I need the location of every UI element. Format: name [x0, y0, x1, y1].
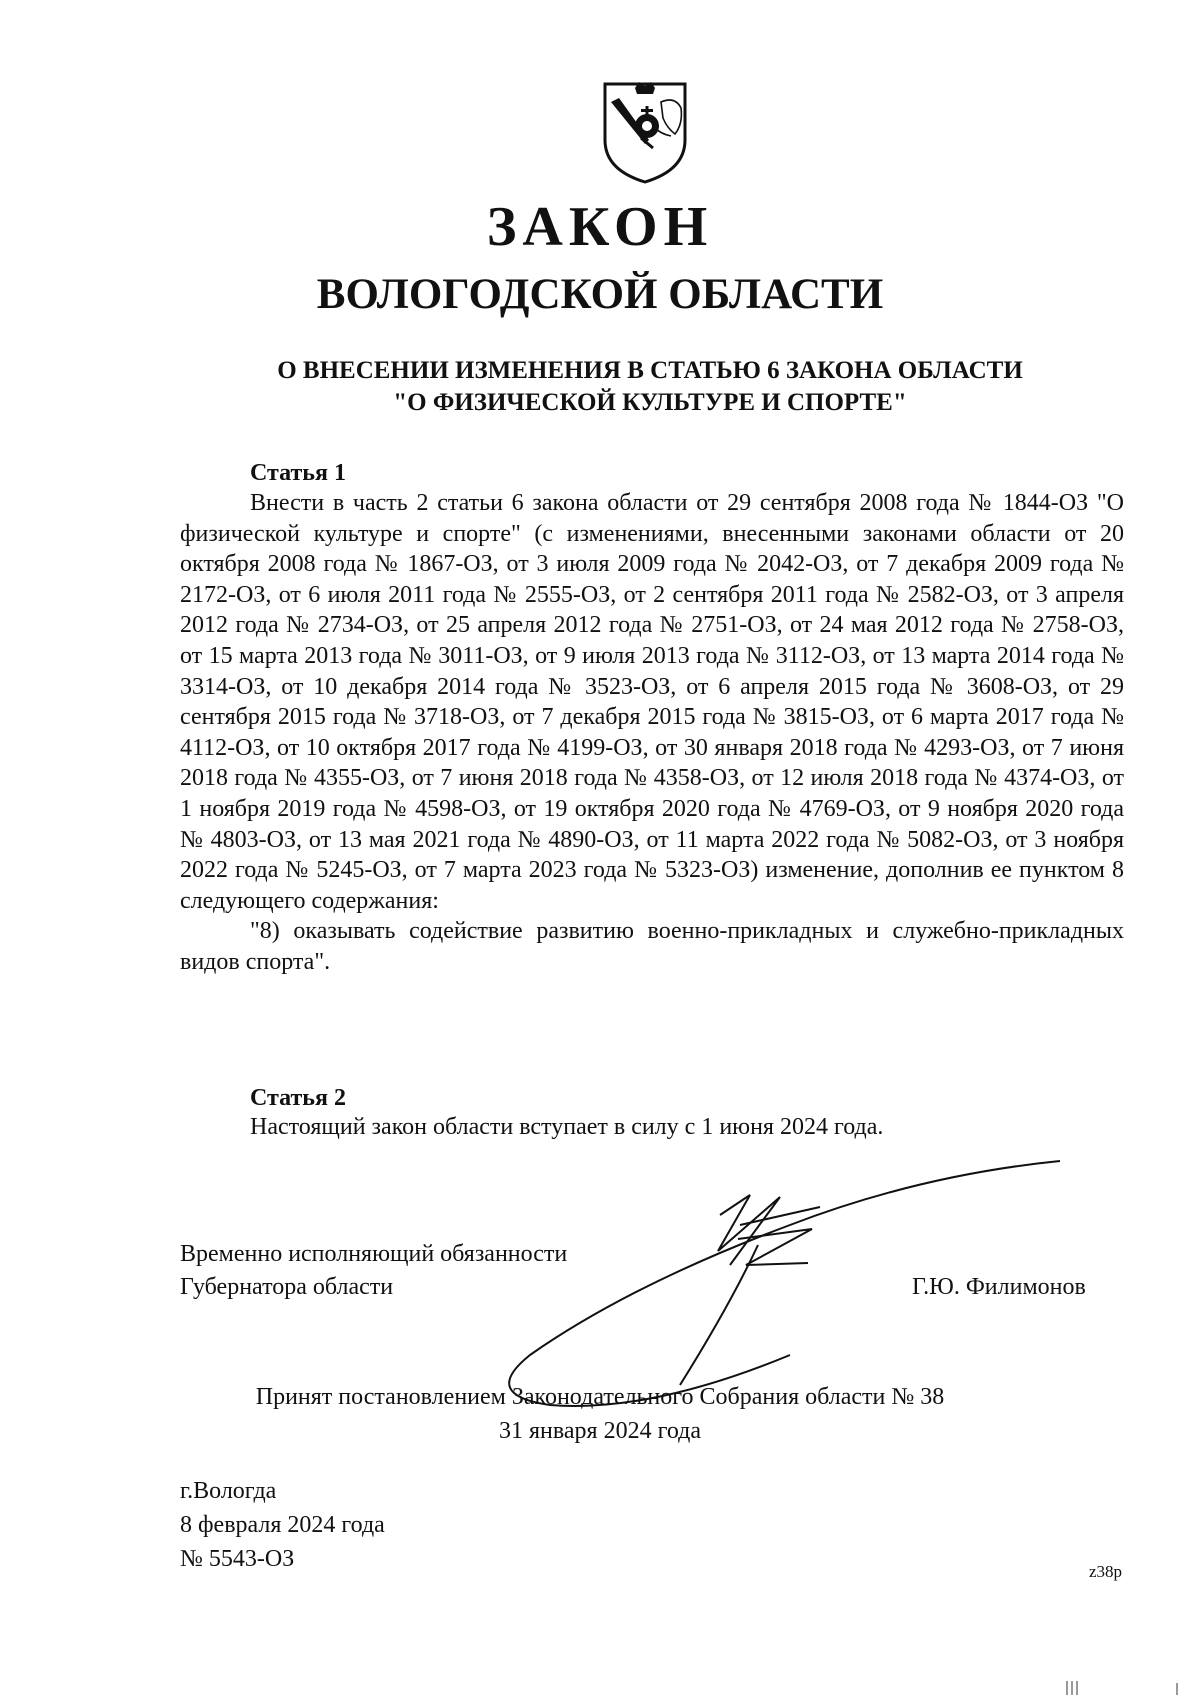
place-date-block — [180, 1474, 385, 1576]
article-1-paragraph: Внести в часть 2 статьи 6 закона области от 29 сентября 2008 года № 1844-ОЗ "О физической культуре и спорте" (с изменениями, внесенными законами области от 20 октября 2008 года № 1867-ОЗ, от 3 июля 2009 года № 2042-ОЗ, от 7 декабря 2009 года № 2172-ОЗ, от 6 июля 2011 года № 2555-ОЗ, от 2 сентября 2011 года № 2582-ОЗ, от 3 апреля 2012 года № 2734-ОЗ, от 25 апреля 2012 года № 2751-ОЗ, от 24 мая 2012 года № 2758-ОЗ, от 15 марта 2013 года № 3011-ОЗ, от 9 июля 2013 года № 3112-ОЗ, от 13 марта 2014 года № 3314-ОЗ, от 10 декабря 2014 года № 3523-ОЗ, от 6 апреля 2015 года № 3608-ОЗ, от 29 сентября 2015 года № 3718-ОЗ, от 7 декабря 2015 года № 3815-ОЗ, от 6 марта 2017 года № 4112-ОЗ, от 10 октября 2017 года № 4199-ОЗ, от 30 января 2018 года № 4293-ОЗ, от 7 июня 2018 года № 4355-ОЗ, от 7 июня 2018 года № 4358-ОЗ, от 12 июля 2018 года № 4374-ОЗ, от 1 ноября 2019 года № 4598-ОЗ, от 19 октября 2020 года № 4769-ОЗ, от 9 ноября 2020 года № 4803-ОЗ, от 13 мая 2021 года № 4890-ОЗ, от 11 марта 2022 года № 5082-ОЗ, от 3 ноября 2022 года № 5245-ОЗ, от 7 марта 2023 года № 5323-ОЗ) изменение, дополнив ее пунктом 8 следующего содержания: — [180, 490, 1124, 914]
law-number: № 5543-ОЗ — [180, 1546, 295, 1572]
article-2-body — [180, 1112, 1124, 1143]
region-title: ВОЛОГОДСКОЙ ОБЛАСТИ — [316, 271, 884, 318]
signatory-name: Г.Ю. Филимонов — [912, 1274, 1086, 1300]
signatory-position — [180, 1238, 567, 1304]
article-1-heading: Статья 1 — [250, 460, 346, 486]
signatory-position-line: Временно исполняющий обязанности — [180, 1241, 568, 1267]
signing-date: 8 февраля 2024 года — [180, 1512, 385, 1538]
signatory-position-line: Губернатора области — [180, 1274, 394, 1300]
adoption-note — [0, 1380, 1200, 1448]
article-2-heading: Статья 2 — [250, 1085, 346, 1111]
law-subject-line: О ВНЕСЕНИИ ИЗМЕНЕНИЯ В СТАТЬЮ 6 ЗАКОНА ОБЛАСТИ — [277, 357, 1023, 384]
coat-of-arms-icon — [601, 78, 689, 186]
adoption-line: 31 января 2024 года — [498, 1418, 701, 1444]
article-1-paragraph: "8) оказывать содействие развитию военно-прикладных и служебно-прикладных видов спорта". — [180, 918, 1124, 975]
adoption-line: Принят постановлением Законодательного Собрания области № 38 — [255, 1384, 945, 1410]
article-1-body — [180, 488, 1124, 978]
document-code: z38p — [1089, 1562, 1123, 1581]
city: г.Вологда — [180, 1478, 277, 1504]
law-title: ЗАКОН — [486, 196, 714, 258]
law-subject — [140, 355, 1160, 419]
scan-artifacts — [0, 1675, 1200, 1697]
article-2-paragraph: Настоящий закон области вступает в силу с 1 июня 2024 года. — [250, 1114, 884, 1140]
law-subject-line: "О ФИЗИЧЕСКОЙ КУЛЬТУРЕ И СПОРТЕ" — [393, 389, 907, 416]
